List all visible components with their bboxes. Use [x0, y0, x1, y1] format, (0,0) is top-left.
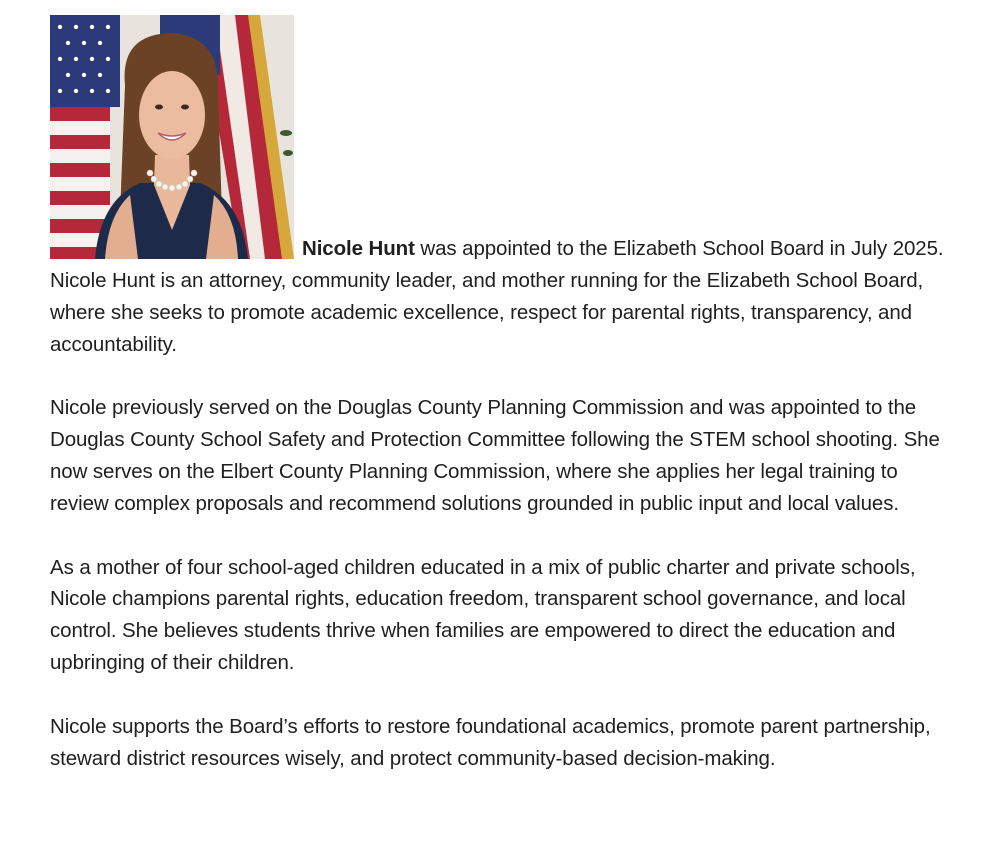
bio-paragraph-3: As a mother of four school-aged children educated in a mix of public charter and private schools, Nicole champions parental rights, education freedom, transparent school governance, and local control. She believes students thrive when families are empowered to direct the education and upbringing of their children. [50, 555, 916, 674]
bio-paragraph-1-text: was appointed to the Elizabeth School Board in July 2025. Nicole Hunt is an attorney, community leader, and mother running for the Elizabeth School Board, where she seeks to promote academic excellence, respect for parental rights, transparency, and accountability. [50, 237, 944, 356]
bio-paragraph-1 [50, 15, 945, 360]
bio-paragraph-2: Nicole previously served on the Douglas County Planning Commission and was appointed to the Douglas County School Safety and Protection Committee following the STEM school shooting. She now serves on the Elbert County Planning Commission, where she applies her legal training to review complex proposals and recommend solutions grounded in public input and local values. [50, 396, 940, 515]
bio-article [50, 15, 945, 806]
portrait-photo [50, 15, 294, 259]
bio-paragraph-4: Nicole supports the Board’s efforts to restore foundational academics, promote parent partnership, steward district resources wisely, and protect community-based decision-making. [50, 714, 931, 770]
person-name: Nicole Hunt [302, 237, 415, 261]
